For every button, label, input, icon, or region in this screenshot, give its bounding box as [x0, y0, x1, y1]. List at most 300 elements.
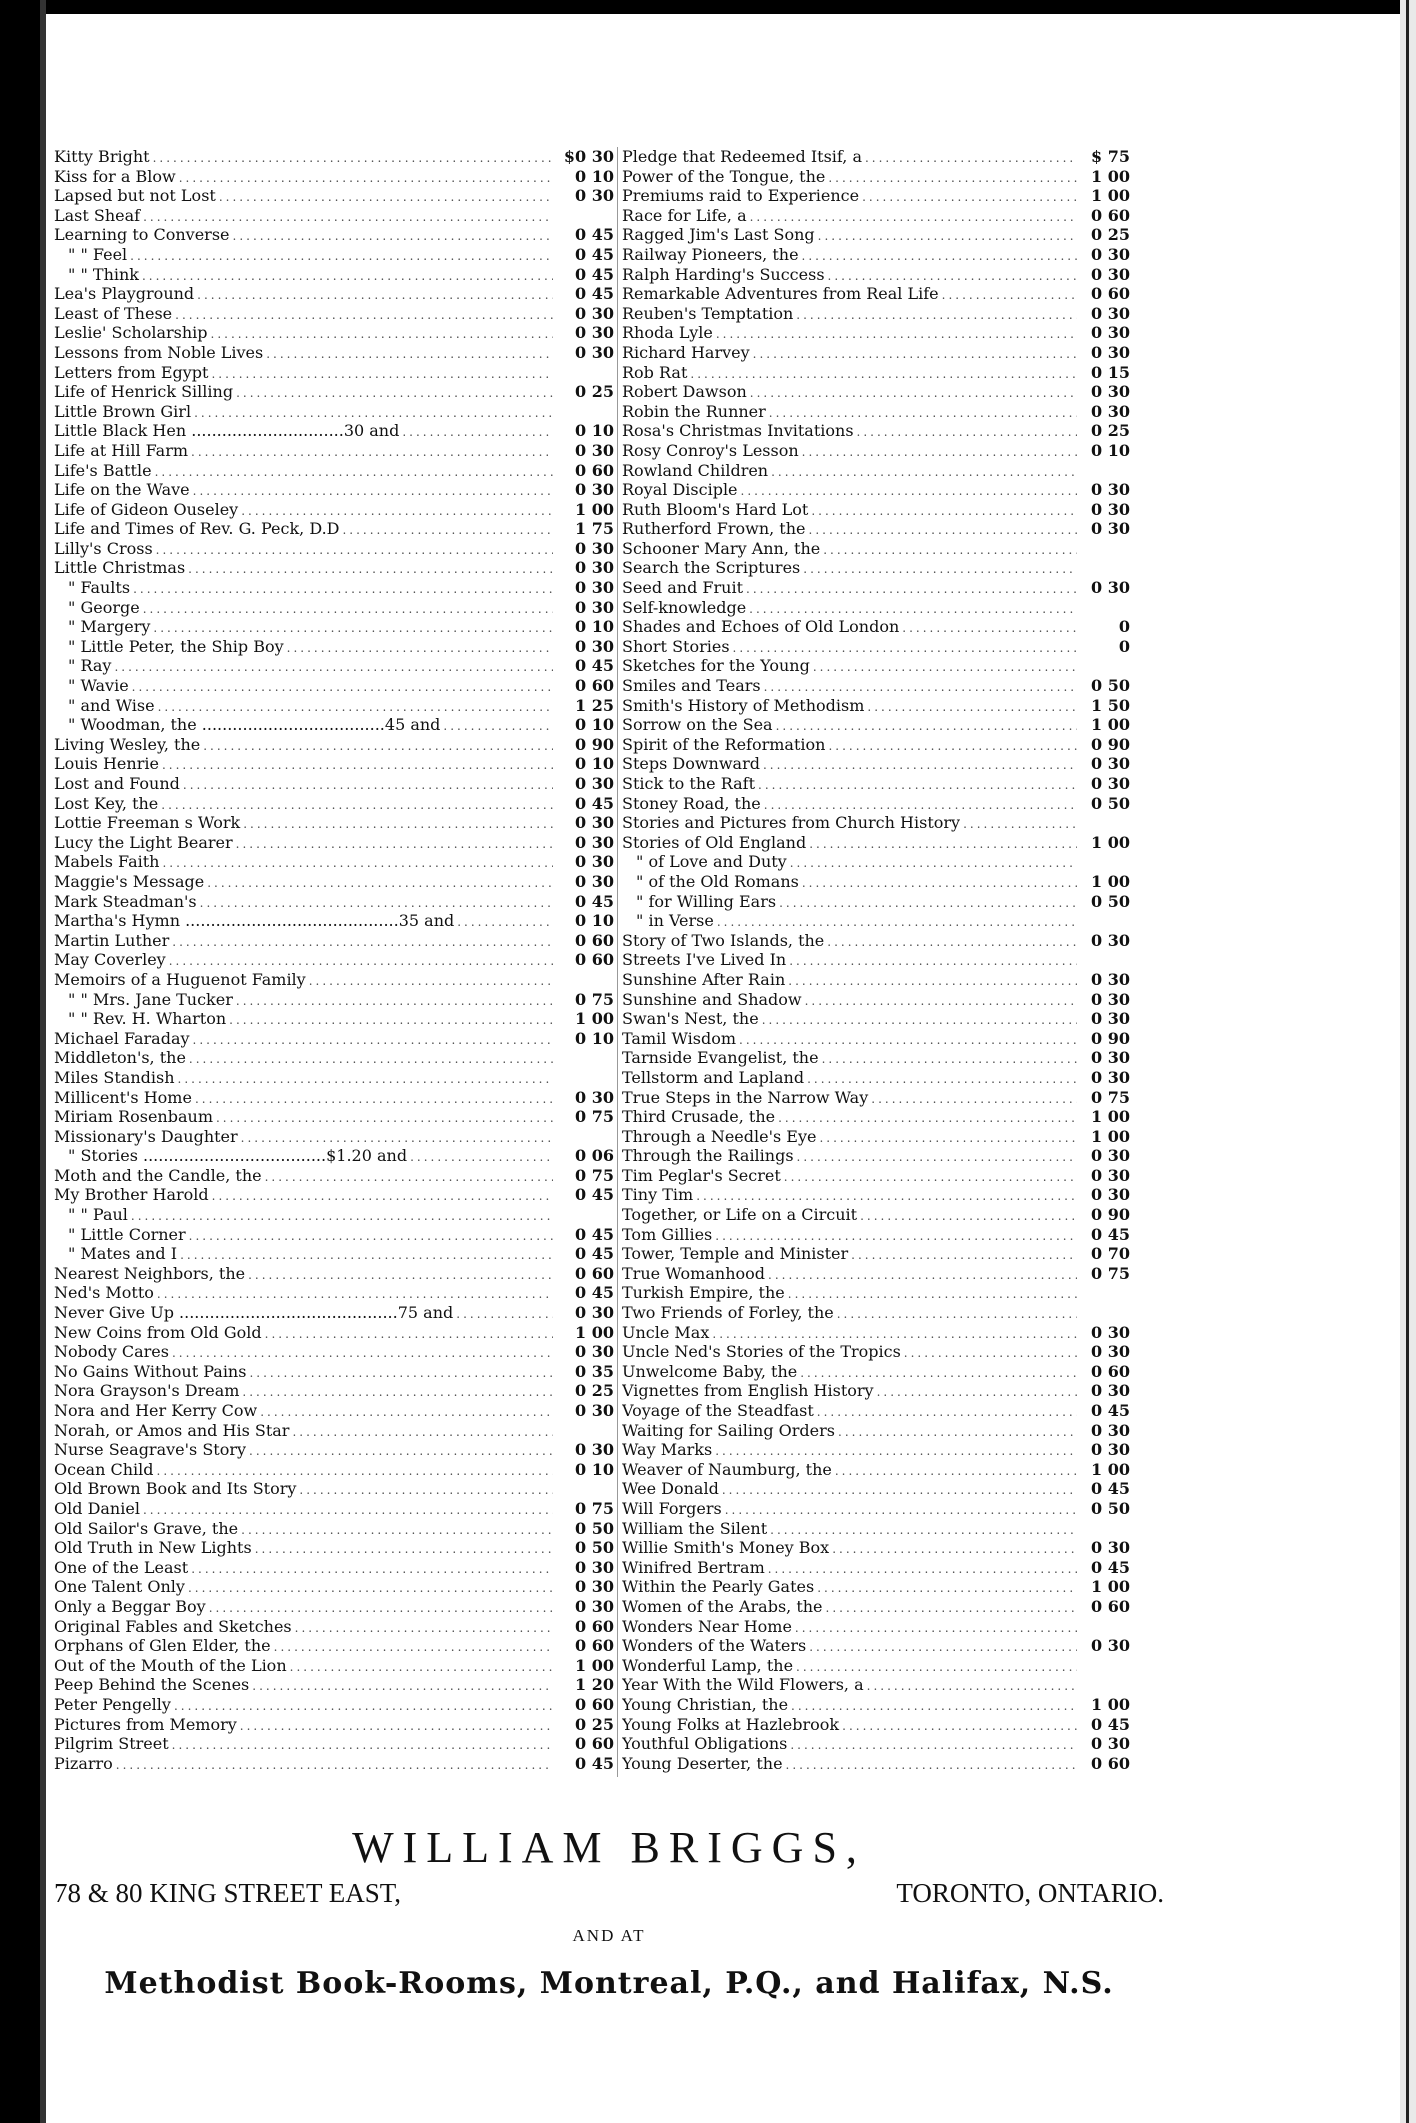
entry-title: Swan's Nest, the — [622, 1009, 759, 1029]
leader-dots — [851, 1246, 1077, 1264]
entry-price: 0 60 — [575, 676, 614, 696]
entry-price: 0 30 — [1091, 1538, 1130, 1558]
entry-title: Stories of Old England — [622, 832, 807, 852]
entry-title: Lapsed but not Lost — [54, 186, 216, 206]
catalogue-entry — [622, 872, 1130, 892]
catalogue-entry — [622, 421, 1130, 441]
leader-dots — [142, 267, 553, 285]
leader-dots — [175, 306, 553, 324]
entry-title: Shades and Echoes of Old London — [622, 617, 900, 637]
entry-title: Year With the Wild Flowers, a — [622, 1675, 864, 1695]
and-at-label: AND AT — [572, 1926, 646, 1945]
entry-title: Through a Needle's Eye — [622, 1126, 817, 1146]
entry-price: 0 60 — [575, 1636, 614, 1656]
entry-title: One Talent Only — [54, 1577, 185, 1597]
leader-dots — [236, 835, 553, 853]
catalogue-entry — [54, 323, 614, 343]
catalogue-entry — [622, 931, 1130, 951]
leader-dots — [157, 1285, 553, 1303]
catalogue-entry — [54, 1538, 614, 1558]
catalogue-entry — [54, 990, 614, 1010]
catalogue-entry — [622, 1636, 1130, 1656]
catalogue-entry — [622, 1205, 1130, 1225]
entry-price: 1 00 — [575, 1009, 614, 1029]
catalogue-entry — [622, 1617, 1130, 1637]
scan-left-border — [0, 0, 46, 2123]
leader-dots — [162, 756, 553, 774]
leader-dots — [188, 560, 553, 578]
entry-title: Pilgrim Street — [54, 1734, 169, 1754]
leader-dots — [857, 423, 1077, 441]
catalogue-entry — [54, 304, 614, 324]
leader-dots — [266, 345, 553, 363]
entry-title: Willie Smith's Money Box — [622, 1538, 830, 1558]
entry-title: Wonders of the Waters — [622, 1636, 807, 1656]
entry-title: " " Rev. H. Wharton — [68, 1009, 227, 1029]
entry-title: Lilly's Cross — [54, 538, 153, 558]
entry-price: 0 45 — [575, 284, 614, 304]
catalogue-entry — [622, 186, 1130, 206]
entry-price: 0 25 — [1091, 421, 1130, 441]
catalogue-entry — [622, 1264, 1130, 1284]
leader-dots — [942, 286, 1077, 304]
catalogue-entry — [54, 833, 614, 853]
leader-dots — [769, 404, 1077, 422]
entry-title: Moth and the Candle, the — [54, 1165, 262, 1185]
catalogue-entry — [54, 421, 614, 441]
entry-price: 0 60 — [575, 950, 614, 970]
catalogue-entry — [54, 461, 614, 481]
leader-dots — [216, 1109, 553, 1127]
entry-price: 0 30 — [1091, 1440, 1130, 1460]
leader-dots — [157, 1462, 554, 1480]
entry-price: 0 50 — [1091, 1498, 1130, 1518]
leader-dots — [143, 208, 553, 226]
leader-dots — [807, 1070, 1077, 1088]
leader-dots — [172, 1736, 553, 1754]
entry-title: Through the Railings — [622, 1146, 794, 1166]
entry-price: 0 45 — [575, 1244, 614, 1264]
entry-title: Maggie's Message — [54, 871, 205, 891]
entry-price: 0 30 — [575, 832, 614, 852]
entry-price: 0 30 — [1091, 930, 1130, 950]
leader-dots — [791, 1697, 1077, 1715]
entry-title: Story of Two Islands, the — [622, 930, 825, 950]
leader-dots — [877, 1383, 1077, 1401]
leader-dots — [443, 717, 553, 735]
leader-dots — [715, 1227, 1077, 1245]
entry-price: 0 75 — [1091, 1087, 1130, 1107]
scan-right-edge — [1400, 0, 1416, 2123]
entry-title: Lost and Found — [54, 774, 180, 793]
entry-title: Turkish Empire, the — [622, 1283, 785, 1303]
entry-price: 0 30 — [1091, 578, 1130, 598]
leader-dots — [818, 227, 1077, 245]
entry-price: 0 30 — [1091, 519, 1130, 539]
entry-title: Youthful Obligations — [622, 1734, 788, 1754]
entry-price: 0 75 — [1091, 1263, 1130, 1283]
entry-title: " Woodman, the ....................................45 and — [68, 715, 441, 735]
leader-dots — [733, 639, 1077, 657]
entry-price: 0 30 — [575, 852, 614, 872]
leader-dots — [786, 1756, 1077, 1774]
entry-price: 0 70 — [1091, 1244, 1130, 1264]
entry-price: 0 10 — [575, 1459, 614, 1479]
entry-title: Mabels Faith — [54, 852, 160, 872]
entry-title: Women of the Arabs, the — [622, 1596, 823, 1616]
leader-dots — [758, 776, 1077, 794]
leader-dots — [838, 1423, 1077, 1441]
entry-title: Memoirs of a Huguenot Family — [54, 969, 306, 989]
entry-price: 0 10 — [575, 715, 614, 735]
entry-price: 0 30 — [575, 1440, 614, 1460]
entry-price: 0 75 — [575, 1498, 614, 1518]
leader-dots — [768, 1560, 1077, 1578]
leader-dots — [722, 1481, 1077, 1499]
catalogue-entry — [622, 1499, 1130, 1519]
entry-title: Uncle Ned's Stories of the Tropics — [622, 1342, 901, 1362]
entry-price: 0 30 — [1091, 401, 1130, 421]
entry-title: No Gains Without Pains — [54, 1361, 247, 1381]
entry-title: " Margery — [68, 617, 151, 637]
entry-title: Streets I've Lived In — [622, 950, 787, 970]
leader-dots — [762, 1011, 1077, 1029]
catalogue-entry — [54, 970, 614, 990]
entry-price: 0 60 — [575, 1263, 614, 1283]
entry-price: 0 10 — [575, 617, 614, 637]
catalogue-entry — [54, 774, 614, 794]
entry-title: Royal Disciple — [622, 480, 738, 500]
entry-price: 0 30 — [1091, 1636, 1130, 1656]
catalogue-entry — [54, 794, 614, 814]
catalogue-entry — [54, 480, 614, 500]
entry-title: Voyage of the Steadfast — [622, 1401, 814, 1420]
entry-price: 0 30 — [1091, 342, 1130, 362]
leader-dots — [156, 541, 553, 559]
street-address: 78 & 80 KING STREET EAST, — [54, 1878, 401, 1908]
scan-top-border — [0, 0, 1416, 14]
entry-price: 0 45 — [575, 1185, 614, 1205]
leader-dots — [249, 1364, 553, 1382]
catalogue-entry — [622, 480, 1130, 500]
leader-dots — [795, 1619, 1077, 1637]
catalogue-entry — [622, 1362, 1130, 1382]
entry-title: Louis Henrie — [54, 754, 159, 774]
leader-dots — [817, 1403, 1077, 1421]
catalogue-entry — [622, 1734, 1130, 1754]
catalogue-entry — [54, 500, 614, 520]
leader-dots — [174, 1697, 553, 1715]
entry-title: Schooner Mary Ann, the — [622, 538, 821, 558]
catalogue-entry — [54, 1362, 614, 1382]
entry-title: Power of the Tongue, the — [622, 166, 826, 186]
entry-title: Kitty Bright — [54, 147, 150, 166]
entry-title: Ralph Harding's Success — [622, 264, 825, 284]
catalogue-entry — [622, 461, 1130, 481]
leader-dots — [255, 1540, 553, 1558]
leader-dots — [776, 717, 1077, 735]
entry-title: Tom Gillies — [622, 1224, 713, 1244]
entry-title: Nora and Her Kerry Cow — [54, 1401, 258, 1420]
leader-dots — [130, 247, 553, 265]
leader-dots — [189, 1050, 553, 1068]
catalogue-entry — [54, 1519, 614, 1539]
catalogue-right-column — [622, 147, 1130, 1773]
leader-dots — [749, 600, 1077, 618]
catalogue-entry — [622, 304, 1130, 324]
leader-dots — [162, 854, 553, 872]
catalogue-entry — [54, 1244, 614, 1264]
entry-price: 0 30 — [575, 1087, 614, 1107]
catalogue-entry — [54, 1440, 614, 1460]
entry-title: Stories and Pictures from Church History — [622, 813, 961, 833]
catalogue-entry — [622, 1342, 1130, 1362]
leader-dots — [249, 1442, 553, 1460]
catalogue-entry — [54, 656, 614, 676]
branch-locations: Methodist Book-Rooms, Montreal, P.Q., and Halifax, N.S. — [104, 1966, 1114, 2001]
catalogue-entry — [54, 578, 614, 598]
leader-dots — [811, 502, 1077, 520]
entry-title: Lucy the Light Bearer — [54, 832, 233, 852]
catalogue-entry — [622, 1048, 1130, 1068]
entry-title: Never Give Up ...........................................75 and — [54, 1303, 454, 1323]
entry-title: Pledge that Redeemed Itsif, a — [622, 147, 862, 166]
entry-title: Race for Life, a — [622, 205, 747, 225]
catalogue-entry — [54, 735, 614, 755]
entry-title: Reuben's Temptation — [622, 303, 794, 323]
catalogue-entry — [622, 735, 1130, 755]
entry-title: Peep Behind the Scenes — [54, 1675, 250, 1695]
catalogue-entry — [54, 1185, 614, 1205]
leader-dots — [153, 619, 553, 637]
entry-title: Tellstorm and Lapland — [622, 1067, 805, 1087]
entry-price: 0 45 — [575, 793, 614, 813]
catalogue-entry — [54, 1401, 614, 1421]
entry-title: Remarkable Adventures from Real Life — [622, 284, 939, 304]
catalogue-entry — [622, 696, 1130, 716]
entry-price: 0 06 — [575, 1146, 614, 1166]
entry-price: 0 30 — [1091, 1322, 1130, 1342]
leader-dots — [828, 169, 1077, 187]
catalogue-entry — [622, 1538, 1130, 1558]
catalogue-entry — [622, 1421, 1130, 1441]
entry-price: 0 30 — [1091, 1048, 1130, 1068]
entry-price: 0 30 — [575, 1577, 614, 1597]
catalogue-entry — [54, 931, 614, 951]
catalogue-entry — [54, 1283, 614, 1303]
entry-title: Lottie Freeman s Work — [54, 813, 241, 833]
leader-dots — [180, 1246, 553, 1264]
leader-dots — [832, 1540, 1077, 1558]
entry-price: 0 45 — [575, 1224, 614, 1244]
entry-title: Old Daniel — [54, 1498, 140, 1518]
entry-title: " Little Peter, the Ship Boy — [68, 636, 284, 656]
entry-title: Norah, or Amos and His Star — [54, 1420, 290, 1440]
entry-price: 0 30 — [575, 813, 614, 833]
leader-dots — [295, 1619, 553, 1637]
entry-title: Old Truth in New Lights — [54, 1538, 252, 1558]
entry-price: 0 50 — [1091, 676, 1130, 696]
catalogue-entry — [54, 441, 614, 461]
leader-dots — [179, 169, 553, 187]
entry-title: Sunshine After Rain — [622, 969, 786, 989]
entry-price: 0 30 — [1091, 774, 1130, 793]
leader-dots — [826, 1599, 1077, 1617]
catalogue-entry — [622, 1519, 1130, 1539]
entry-title: Tamil Wisdom — [622, 1028, 736, 1048]
leader-dots — [241, 1521, 553, 1539]
leader-dots — [904, 1344, 1077, 1362]
entry-title: Only a Beggar Boy — [54, 1596, 206, 1616]
leader-dots — [796, 306, 1077, 324]
entry-price: 0 10 — [575, 754, 614, 774]
leader-dots — [823, 541, 1077, 559]
catalogue-entry — [54, 147, 614, 167]
entry-price: 0 60 — [1091, 1596, 1130, 1616]
entry-price: 0 60 — [575, 1694, 614, 1714]
entry-title: Little Brown Girl — [54, 401, 192, 421]
entry-title: Young Christian, the — [622, 1694, 789, 1714]
leader-dots — [813, 658, 1077, 676]
leader-dots — [828, 267, 1077, 285]
catalogue-entry — [622, 1146, 1130, 1166]
leader-dots — [457, 913, 553, 931]
entry-title: Way Marks — [622, 1440, 713, 1460]
leader-dots — [219, 188, 553, 206]
entry-price: 0 90 — [575, 734, 614, 754]
entry-title: Together, or Life on a Circuit — [622, 1205, 858, 1225]
leader-dots — [203, 737, 553, 755]
leader-dots — [779, 894, 1077, 912]
leader-dots — [862, 188, 1077, 206]
leader-dots — [252, 1677, 553, 1695]
entry-title: Pizarro — [54, 1753, 113, 1773]
catalogue-entry — [54, 1636, 614, 1656]
leader-dots — [800, 1364, 1077, 1382]
leader-dots — [212, 1187, 553, 1205]
leader-dots — [248, 1266, 553, 1284]
leader-dots — [768, 1266, 1077, 1284]
leader-dots — [790, 854, 1077, 872]
leader-dots — [191, 1560, 553, 1578]
entry-title: Ragged Jim's Last Song — [622, 225, 815, 245]
catalogue-entry — [54, 1695, 614, 1715]
catalogue-entry — [622, 852, 1130, 872]
entry-title: Martin Luther — [54, 930, 170, 950]
entry-title: Lessons from Noble Lives — [54, 342, 264, 362]
leader-dots — [410, 1148, 553, 1166]
entry-price: 0 30 — [575, 597, 614, 617]
catalogue-entry — [54, 284, 614, 304]
catalogue-entry — [54, 1068, 614, 1088]
entry-price: 0 30 — [1091, 499, 1130, 519]
entry-title: " of Love and Duty — [636, 852, 787, 872]
entry-title: Unwelcome Baby, the — [622, 1361, 798, 1381]
entry-price: 0 30 — [575, 1596, 614, 1616]
entry-title: " " Think — [68, 264, 139, 284]
catalogue-entry — [622, 382, 1130, 402]
catalogue-entry — [622, 1068, 1130, 1088]
entry-price: 0 30 — [1091, 244, 1130, 264]
entry-price: 0 45 — [575, 656, 614, 676]
leader-dots — [209, 1599, 553, 1617]
leader-dots — [241, 502, 553, 520]
catalogue-entry — [54, 1225, 614, 1245]
catalogue-entry — [622, 990, 1130, 1010]
catalogue-entry — [54, 617, 614, 637]
leader-dots — [805, 992, 1077, 1010]
entry-price: 0 60 — [575, 1734, 614, 1754]
entry-title: Will Forgers — [622, 1498, 722, 1518]
entry-title: Rutherford Frown, the — [622, 519, 806, 539]
leader-dots — [822, 1050, 1077, 1068]
catalogue-entry — [54, 813, 614, 833]
leader-dots — [241, 1129, 553, 1147]
entry-price: 0 30 — [1091, 989, 1130, 1009]
catalogue-entry — [54, 1146, 614, 1166]
catalogue-entry — [622, 656, 1130, 676]
entry-title: " Wavie — [68, 676, 129, 696]
catalogue-entry — [622, 833, 1130, 853]
column-divider — [617, 147, 618, 1777]
catalogue-left-column — [54, 147, 614, 1773]
entry-price: 0 75 — [575, 989, 614, 1009]
leader-dots — [114, 658, 553, 676]
catalogue-entry — [622, 1283, 1130, 1303]
leader-dots — [143, 600, 553, 618]
catalogue-entry — [622, 578, 1130, 598]
entry-price: 0 45 — [575, 891, 614, 911]
leader-dots — [753, 345, 1077, 363]
entry-title: " " Paul — [68, 1205, 128, 1225]
entry-price: 0 50 — [1091, 891, 1130, 911]
entry-title: " Little Corner — [68, 1224, 186, 1244]
entry-title: Search the Scriptures — [622, 558, 801, 578]
leader-dots — [716, 325, 1077, 343]
entry-price: 0 30 — [575, 303, 614, 323]
entry-title: Winifred Bertram — [622, 1557, 765, 1577]
catalogue-entry — [54, 1675, 614, 1695]
catalogue-entry — [622, 1185, 1130, 1205]
leader-dots — [299, 1481, 553, 1499]
entry-price: 0 90 — [1091, 734, 1130, 754]
entry-title: Last Sheaf — [54, 205, 141, 225]
entry-price: 1 00 — [1091, 186, 1130, 206]
entry-title: Out of the Mouth of the Lion — [54, 1655, 287, 1675]
entry-title: Within the Pearly Gates — [622, 1577, 815, 1597]
leader-dots — [183, 776, 553, 794]
entry-title: Orphans of Glen Elder, the — [54, 1636, 271, 1656]
leader-dots — [195, 1090, 553, 1108]
entry-price: 0 30 — [1091, 1185, 1130, 1205]
leader-dots — [963, 815, 1077, 833]
catalogue-entry — [622, 363, 1130, 383]
entry-price: 1 20 — [575, 1675, 614, 1695]
entry-price: 0 60 — [575, 460, 614, 480]
entry-price: 0 30 — [1091, 1342, 1130, 1362]
entry-title: Middleton's, the — [54, 1048, 186, 1068]
leader-dots — [143, 1501, 553, 1519]
entry-title: Premiums raid to Experience — [622, 186, 860, 206]
catalogue-entry — [54, 1205, 614, 1225]
entry-price: 0 45 — [575, 264, 614, 284]
entry-title: Nearest Neighbors, the — [54, 1263, 246, 1283]
catalogue-entry — [54, 892, 614, 912]
entry-title: My Brother Harold — [54, 1185, 209, 1205]
catalogue-entry — [622, 284, 1130, 304]
catalogue-entry — [622, 892, 1130, 912]
leader-dots — [178, 1070, 554, 1088]
